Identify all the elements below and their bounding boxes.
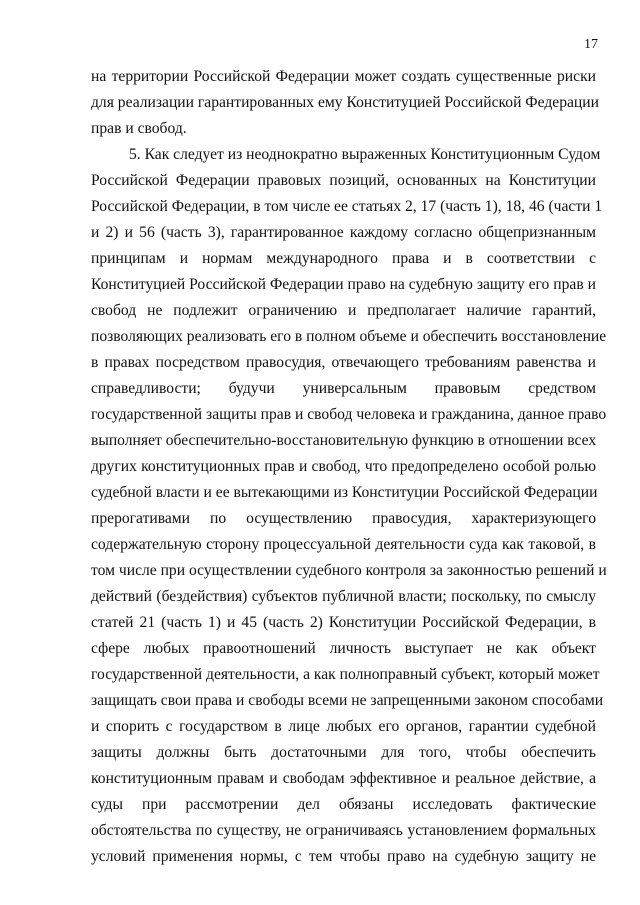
paragraph-5 [91,142,607,870]
text-line: Российской Федерации, в том числе ее статьях 2, 17 (часть 1), 18, 46 (части 1 [91,198,603,215]
text-line: защищать свои права и свободы всеми не запрещенными законом способами [91,692,604,709]
text-line: свобод не подлежит ограничению и предполагает наличие гарантий, [91,302,596,319]
text-line: в правах посредством правосудия, отвечающего требованиям равенства и [91,354,596,371]
paragraph-continuation [91,64,599,142]
page-number: 17 [584,37,598,52]
text-line: государственной защиты прав и свобод человека и гражданина, данное право [91,406,607,423]
text-line: защиты должны быть достаточными для того, чтобы обеспечить [91,744,596,761]
text-line: конституционным правам и свободам эффективное и реальное действие, а [91,770,596,787]
text-line: действий (бездействия) субъектов публичной власти; поскольку, по смыслу [91,588,596,605]
text-line: Российской Федерации правовых позиций, основанных на Конституции [91,172,596,189]
text-line: 5. Как следует из неоднократно выраженных Конституционным Судом [129,146,601,163]
text-line: содержательную сторону процессуальной деятельности суда как таковой, в [91,536,596,553]
text-line: принципам и нормам международного права и в соответствии с [91,250,596,267]
text-line: том числе при осуществлении судебного контроля за законностью решений и [91,562,607,579]
text-line: условий применения нормы, с тем чтобы право на судебную защиту не [91,848,596,865]
text-line: справедливости; будучи универсальным правовым средством [91,380,596,397]
text-line: сфере любых правоотношений личность выступает не как объект [91,640,596,657]
text-line: судебной власти и ее вытекающими из Конституции Российской Федерации [91,484,598,501]
text-line: суды при рассмотрении дел обязаны исследовать фактические [91,796,596,813]
text-line: на территории Российской Федерации может создать существенные риски [91,68,596,85]
body-text [91,64,607,870]
text-line: Конституцией Российской Федерации право на судебную защиту его прав и [91,276,596,293]
text-line: и спорить с государством в лице любых его органов, гарантии судебной [91,718,596,735]
text-line: и 2) и 56 (часть 3), гарантированное каждому согласно общепризнанным [91,224,596,241]
text-line: для реализации гарантированных ему Конституцией Российской Федерации [91,94,599,111]
text-line: выполняет обеспечительно-восстановительную функцию в отношении всех [91,432,597,449]
text-line: государственной деятельности, а как полноправный субъект, который может [91,666,600,683]
text-line: прерогативами по осуществлению правосудия, характеризующего [91,510,596,527]
text-line: позволяющих реализовать его в полном объеме и обеспечить восстановление [91,328,607,345]
text-line: статей 21 (часть 1) и 45 (часть 2) Конституции Российской Федерации, в [91,614,596,631]
text-line: прав и свобод. [91,120,187,137]
text-line: других конституционных прав и свобод, что предопределено особой ролью [91,458,596,475]
text-line: обстоятельства по существу, не ограничиваясь установлением формальных [91,822,596,839]
